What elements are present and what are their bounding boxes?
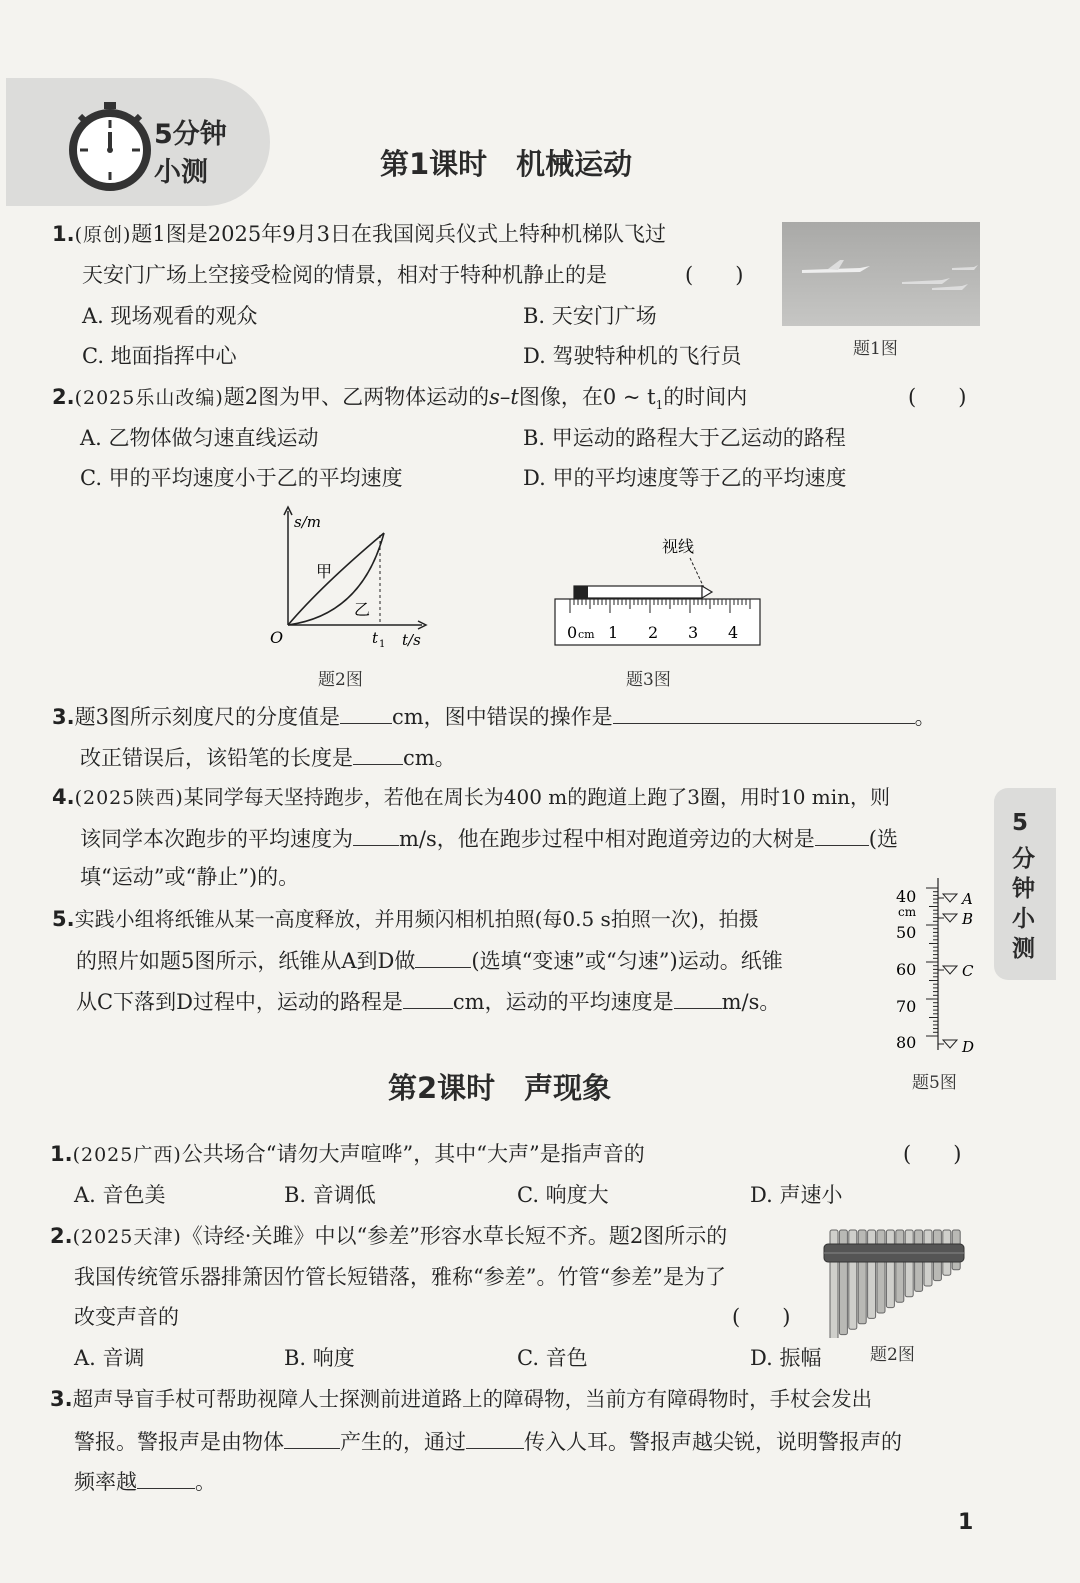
s1-q1-option-d: D. 驾驶特种机的飞行员 bbox=[523, 344, 742, 368]
answer-blank[interactable] bbox=[340, 705, 392, 724]
figure-caption: 题2图 bbox=[870, 1345, 915, 1365]
flute-pipe bbox=[905, 1230, 913, 1297]
graph-y-label: s/m bbox=[294, 513, 321, 531]
badge-line2: 小测 bbox=[154, 157, 208, 188]
series-label-jia: 甲 bbox=[316, 562, 333, 581]
s1-q1-line2: 天安门广场上空接受检阅的情景，相对于特种机静止的是 bbox=[82, 263, 607, 287]
scale-tick-label: 40 bbox=[896, 887, 917, 906]
s2-q2-option-d: D. 振幅 bbox=[750, 1346, 822, 1370]
ruler-tick-label: 4 bbox=[728, 623, 739, 642]
s2-q1-stem: 1.(2025广西)公共场合“请勿大声喧哗”，其中“大声”是指声音的 bbox=[50, 1142, 645, 1166]
s2-q1-option-d: D. 声速小 bbox=[750, 1183, 843, 1207]
answer-blank[interactable] bbox=[415, 949, 471, 968]
ruler-tick-label: 0 bbox=[567, 623, 578, 642]
s2-q1-option-a: A. 音色美 bbox=[74, 1183, 166, 1207]
side-tab-char: 分 bbox=[1012, 846, 1035, 872]
aircraft-photo bbox=[782, 222, 980, 326]
scale-tick-label: 70 bbox=[896, 997, 917, 1016]
s1-q4-line3: 填“运动”或“静止”)的。 bbox=[80, 865, 300, 889]
flute-pipe bbox=[896, 1230, 904, 1302]
answer-blank[interactable] bbox=[284, 1430, 340, 1449]
s2-q1-paren: ( ) bbox=[903, 1142, 962, 1166]
answer-blank[interactable] bbox=[353, 746, 403, 765]
s1-q4-line1: 4.(2025陕西)某同学每天坚持跑步，若他在周长为400 m的跑道上跑了3圈，用时10 min，则 bbox=[52, 785, 891, 809]
side-tab-char: 测 bbox=[1012, 936, 1035, 962]
ruler-figure bbox=[552, 532, 764, 650]
s1-q1-option-c: C. 地面指挥中心 bbox=[82, 344, 237, 368]
answer-blank[interactable] bbox=[353, 827, 399, 846]
series-label-yi: 乙 bbox=[354, 600, 371, 619]
pan-flute-image bbox=[822, 1222, 968, 1338]
graph-t1: t bbox=[372, 629, 379, 647]
s1-q5-line1: 5.实践小组将纸锥从某一高度释放，并用频闪相机拍照(每0.5 s拍照一次)，拍摄 bbox=[52, 907, 759, 931]
ruler-unit: cm bbox=[578, 628, 595, 641]
s2-q1-option-b: B. 音调低 bbox=[284, 1183, 376, 1207]
graph-x-label: t/s bbox=[402, 631, 421, 649]
answer-blank[interactable] bbox=[403, 990, 453, 1009]
scale-point-label: D bbox=[962, 1038, 975, 1056]
s2-q2-paren: ( ) bbox=[732, 1305, 791, 1329]
scale-point-label: A bbox=[962, 890, 973, 908]
section1-title: 第1课时 机械运动 bbox=[380, 147, 633, 181]
graph-origin: O bbox=[270, 628, 284, 647]
s1-q3-line2: 改正错误后，该铅笔的长度是 cm。 bbox=[80, 746, 456, 770]
ruler-tick-label: 1 bbox=[608, 623, 619, 642]
s1-q1-paren: ( ) bbox=[685, 263, 744, 287]
s2-q3-line1: 3.超声导盲手杖可帮助视障人士探测前进道路上的障碍物，当前方有障碍物时，手杖会发出 bbox=[50, 1387, 873, 1411]
header-badge bbox=[6, 78, 270, 206]
answer-blank[interactable] bbox=[137, 1470, 195, 1489]
scale-unit: cm bbox=[898, 905, 917, 919]
s1-q3-line1: 3.题3图所示刻度尺的分度值是 cm，图中错误的操作是 。 bbox=[52, 705, 936, 729]
s2-q1-option-c: C. 响度大 bbox=[517, 1183, 609, 1207]
scale-point-label: C bbox=[962, 962, 974, 980]
s1-q5-line3: 从C下落到D过程中，运动的路程是 cm，运动的平均速度是 m/s。 bbox=[76, 990, 781, 1014]
s2-q3-line3: 频率越 。 bbox=[74, 1470, 216, 1494]
st-graph bbox=[262, 505, 432, 655]
s1-q2-option-a: A. 乙物体做匀速直线运动 bbox=[80, 426, 319, 450]
flute-pipe bbox=[868, 1230, 876, 1318]
side-tab bbox=[994, 788, 1056, 980]
ruler-tick-label: 2 bbox=[648, 623, 659, 642]
flute-pipe bbox=[877, 1230, 885, 1313]
s2-q2-line1: 2.(2025天津)《诗经·关雎》中以“参差”形容水草长短不齐。题2图所示的 bbox=[50, 1224, 728, 1248]
vertical-scale bbox=[888, 872, 984, 1058]
sight-line-label: 视线 bbox=[662, 537, 695, 556]
s2-q2-option-a: A. 音调 bbox=[74, 1346, 145, 1370]
stopwatch-icon bbox=[64, 100, 156, 192]
s1-q5-line2: 的照片如题5图所示，纸锥从A到D做 (选填“变速”或“匀速”)运动。纸锥 bbox=[76, 949, 783, 973]
page-number: 1 bbox=[958, 1510, 974, 1535]
badge-line1: 5分钟 bbox=[154, 119, 227, 150]
scale-tick-label: 60 bbox=[896, 960, 917, 979]
s2-q2-line2: 我国传统管乐器排箫因竹管长短错落，雅称“参差”。竹管“参差”是为了 bbox=[74, 1265, 726, 1289]
answer-blank[interactable] bbox=[815, 827, 869, 846]
scale-point-label: B bbox=[962, 910, 974, 928]
scale-tick-label: 50 bbox=[896, 923, 917, 942]
s2-q2-option-c: C. 音色 bbox=[517, 1346, 588, 1370]
section2-title: 第2课时 声现象 bbox=[388, 1071, 612, 1105]
side-tab-char: 5 bbox=[1012, 810, 1029, 836]
ruler-tick-label: 3 bbox=[688, 623, 699, 642]
answer-blank[interactable] bbox=[466, 1430, 524, 1449]
figure-caption: 题5图 bbox=[912, 1073, 957, 1093]
figure-caption: 题1图 bbox=[853, 339, 898, 359]
s1-q1-option-b: B. 天安门广场 bbox=[523, 304, 657, 328]
figure-caption: 题3图 bbox=[626, 670, 671, 690]
answer-blank[interactable] bbox=[613, 705, 915, 724]
side-tab-char: 小 bbox=[1012, 906, 1035, 932]
s1-q1-line1: 1.(原创)题1图是2025年9月3日在我国阅兵仪式上特种机梯队飞过 bbox=[52, 222, 666, 246]
figure-caption: 题2图 bbox=[318, 670, 363, 690]
graph-t1-sub: 1 bbox=[379, 639, 386, 650]
s1-q2-option-c: C. 甲的平均速度小于乙的平均速度 bbox=[80, 466, 403, 490]
s1-q2-paren: ( ) bbox=[908, 385, 967, 409]
s1-q4-line2: 该同学本次跑步的平均速度为 m/s，他在跑步过程中相对跑道旁边的大树是 (选 bbox=[80, 827, 898, 851]
s1-q2-stem: 2.(2025乐山改编)题2图为甲、乙两物体运动的s–t图像，在0 ~ $t_1$的时间内 bbox=[52, 385, 748, 413]
answer-blank[interactable] bbox=[674, 990, 722, 1009]
side-tab-char: 钟 bbox=[1012, 876, 1035, 902]
s2-q2-line3: 改变声音的 bbox=[74, 1305, 179, 1329]
flute-pipe bbox=[886, 1230, 894, 1308]
s1-q1-option-a: A. 现场观看的观众 bbox=[82, 304, 258, 328]
s1-q2-option-b: B. 甲运动的路程大于乙运动的路程 bbox=[523, 426, 846, 450]
scale-tick-label: 80 bbox=[896, 1033, 917, 1052]
s2-q3-line2: 警报。警报声是由物体 产生的，通过 传入人耳。警报声越尖锐，说明警报声的 bbox=[74, 1430, 902, 1454]
s1-q2-option-d: D. 甲的平均速度等于乙的平均速度 bbox=[523, 466, 847, 490]
s2-q2-option-b: B. 响度 bbox=[284, 1346, 355, 1370]
